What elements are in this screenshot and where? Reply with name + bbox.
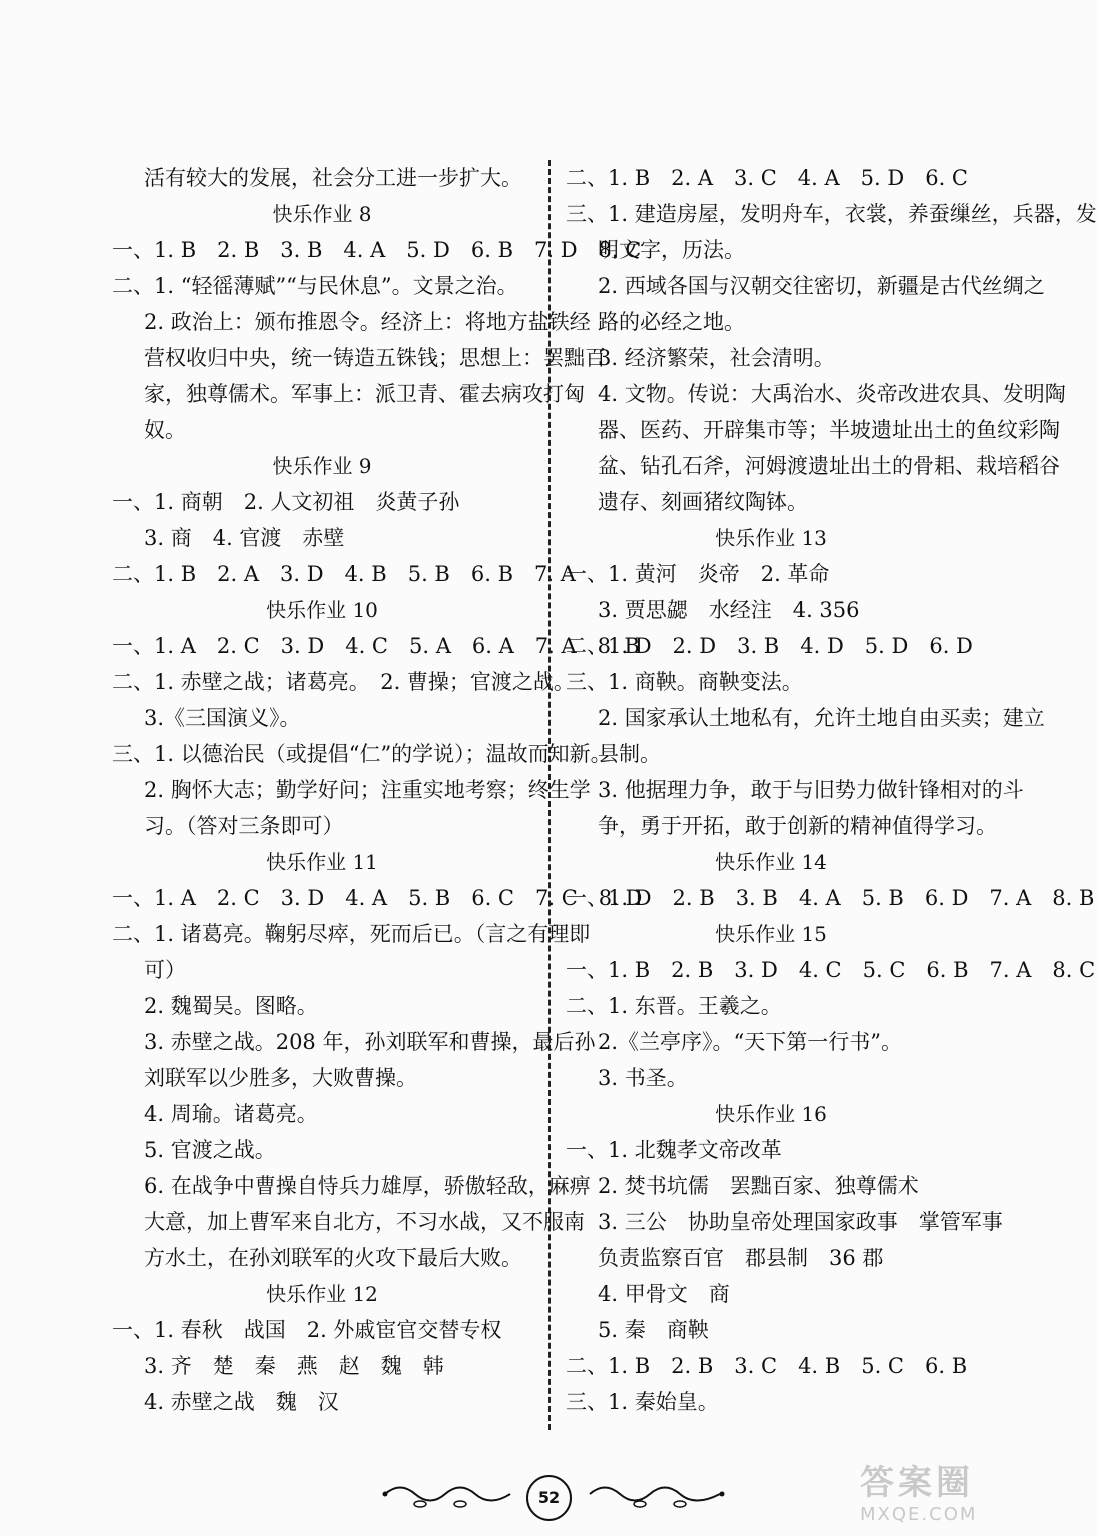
answer-line: 5. 官渡之战。 <box>144 1138 276 1162</box>
answer-line: 3. 贾思勰 水经注 4. 356 <box>598 598 860 622</box>
section-heading: 快乐作业 14 <box>715 850 827 874</box>
answer-line: 三、1. 以德治民（或提倡“仁”的学说）；温故而知新。 <box>112 742 612 766</box>
answer-line: 负责监察百官 郡县制 36 郡 <box>598 1246 884 1270</box>
answer-line: 3. 齐 楚 秦 燕 赵 魏 韩 <box>144 1354 444 1378</box>
answer-line: 一、1. B 2. B 3. B 4. A 5. D 6. B 7. D 8. C <box>112 238 642 262</box>
answer-line: 遗存、刻画猪纹陶钵。 <box>598 490 808 514</box>
answer-line: 二、1. 东晋。王羲之。 <box>566 994 782 1018</box>
answer-line: 一、1. B 2. B 3. D 4. C 5. C 6. B 7. A 8. C <box>566 958 1096 982</box>
answer-line: 3. 他据理力争，敢于与旧势力做针锋相对的斗 <box>598 778 1024 802</box>
answer-line: 明文字，历法。 <box>598 238 745 262</box>
answer-line: 二、1. B 2. B 3. C 4. B 5. C 6. B <box>566 1354 968 1378</box>
section-heading: 快乐作业 8 <box>272 202 372 226</box>
column-divider <box>548 160 551 1430</box>
answer-line: 方水土，在孙刘联军的火攻下最后大败。 <box>144 1246 522 1270</box>
answer-line: 2.《兰亭序》。“天下第一行书”。 <box>598 1030 903 1054</box>
answer-line: 器、医药、开辟集市等；半坡遗址出土的鱼纹彩陶 <box>598 418 1060 442</box>
answer-line: 三、1. 建造房屋，发明舟车，衣裳，养蚕缫丝，兵器，发 <box>566 202 1097 226</box>
answer-line: 二、1. B 2. A 3. C 4. A 5. D 6. C <box>566 166 969 190</box>
answer-line: 3. 商 4. 官渡 赤壁 <box>144 526 345 550</box>
section-heading: 快乐作业 15 <box>715 922 827 946</box>
answer-line: 一、1. 春秋 战国 2. 外戚宦官交替专权 <box>112 1318 502 1342</box>
answer-line: 大意，加上曹军来自北方，不习水战，又不服南 <box>144 1210 585 1234</box>
answer-line: 2. 国家承认土地私有，允许土地自由买卖；建立 <box>598 706 1045 730</box>
answer-line: 2. 胸怀大志；勤学好问；注重实地考察；终生学 <box>144 778 591 802</box>
watermark-logo: 答案圈 <box>860 1463 974 1503</box>
answer-line: 可） <box>144 958 186 982</box>
section-heading: 快乐作业 10 <box>266 598 378 622</box>
section-heading: 快乐作业 11 <box>266 850 378 874</box>
answer-line: 6. 在战争中曹操自恃兵力雄厚，骄傲轻敌，麻痹 <box>144 1174 591 1198</box>
answer-line: 三、1. 商鞅。商鞅变法。 <box>566 670 803 694</box>
answer-line: 刘联军以少胜多，大败曹操。 <box>144 1066 417 1090</box>
answer-line: 活有较大的发展，社会分工进一步扩大。 <box>144 166 522 190</box>
section-heading: 快乐作业 12 <box>266 1282 378 1306</box>
answer-line: 三、1. 秦始皇。 <box>566 1390 719 1414</box>
answer-line: 二、1. “轻徭薄赋”“与民休息”。文景之治。 <box>112 274 518 298</box>
answer-line: 一、1. 北魏孝文帝改革 <box>566 1138 782 1162</box>
answer-line: 路的必经之地。 <box>598 310 745 334</box>
answer-line: 3. 书圣。 <box>598 1066 688 1090</box>
answer-line: 4. 甲骨文 商 <box>598 1282 730 1306</box>
watermark <box>860 1455 1030 1530</box>
answer-line: 二、1. 赤壁之战；诸葛亮。 2. 曹操；官渡之战。 <box>112 670 575 694</box>
answer-line: 一、1. A 2. C 3. D 4. A 5. B 6. C 7. C 8. D <box>112 886 643 910</box>
answer-line: 争，勇于开拓，敢于创新的精神值得学习。 <box>598 814 997 838</box>
answer-line: 习。（答对三条即可） <box>144 814 344 838</box>
answer-line: 3. 经济繁荣，社会清明。 <box>598 346 835 370</box>
answer-line: 二、1. 诸葛亮。鞠躬尽瘁，死而后已。（言之有理即 <box>112 922 591 946</box>
answer-line: 一、1. D 2. B 3. B 4. A 5. B 6. D 7. A 8. B <box>566 886 1095 910</box>
answer-line: 5. 秦 商鞅 <box>598 1318 709 1342</box>
answer-line: 2. 政治上：颁布推恩令。经济上：将地方盐铁经 <box>144 310 591 334</box>
answer-line: 4. 赤壁之战 魏 汉 <box>144 1390 339 1414</box>
answer-line: 奴。 <box>144 418 186 442</box>
section-heading: 快乐作业 9 <box>272 454 372 478</box>
answer-line: 4. 文物。传说：大禹治水、炎帝改进农具、发明陶 <box>598 382 1066 406</box>
answer-line: 二、1. B 2. A 3. D 4. B 5. B 6. B 7. A <box>112 562 576 586</box>
answer-line: 3. 三公 协助皇帝处理国家政事 掌管军事 <box>598 1210 1003 1234</box>
answer-line: 4. 周瑜。诸葛亮。 <box>144 1102 318 1126</box>
answer-line: 盆、钻孔石斧，河姆渡遗址出土的骨耜、栽培稻谷 <box>598 454 1060 478</box>
watermark-url: MXQE.COM <box>860 1504 978 1525</box>
section-heading: 快乐作业 16 <box>715 1102 827 1126</box>
answer-line: 一、1. A 2. C 3. D 4. C 5. A 6. A 7. A 8. B <box>112 634 640 658</box>
answer-line: 2. 魏蜀吴。图略。 <box>144 994 318 1018</box>
answer-line: 3. 赤壁之战。208 年，孙刘联军和曹操，最后孙 <box>144 1030 596 1054</box>
answer-line: 3.《三国演义》。 <box>144 706 301 730</box>
page-number: 52 <box>526 1475 572 1521</box>
section-heading: 快乐作业 13 <box>715 526 827 550</box>
answer-line: 2. 焚书坑儒 罢黜百家、独尊儒术 <box>598 1174 919 1198</box>
answer-line: 家，独尊儒术。军事上：派卫青、霍去病攻打匈 <box>144 382 585 406</box>
left-vine-ornament <box>380 1476 520 1516</box>
right-vine-ornament <box>580 1476 730 1516</box>
answer-line: 一、1. 黄河 炎帝 2. 革命 <box>566 562 830 586</box>
answer-line: 一、1. 商朝 2. 人文初祖 炎黄子孙 <box>112 490 460 514</box>
answer-line: 县制。 <box>598 742 661 766</box>
answer-line: 营权收归中央，统一铸造五铢钱；思想上：罢黜百 <box>144 346 606 370</box>
answer-line: 2. 西域各国与汉朝交往密切，新疆是古代丝绸之 <box>598 274 1045 298</box>
right-column <box>566 160 1097 1420</box>
answer-line: 二、1. D 2. D 3. B 4. D 5. D 6. D <box>566 634 973 658</box>
